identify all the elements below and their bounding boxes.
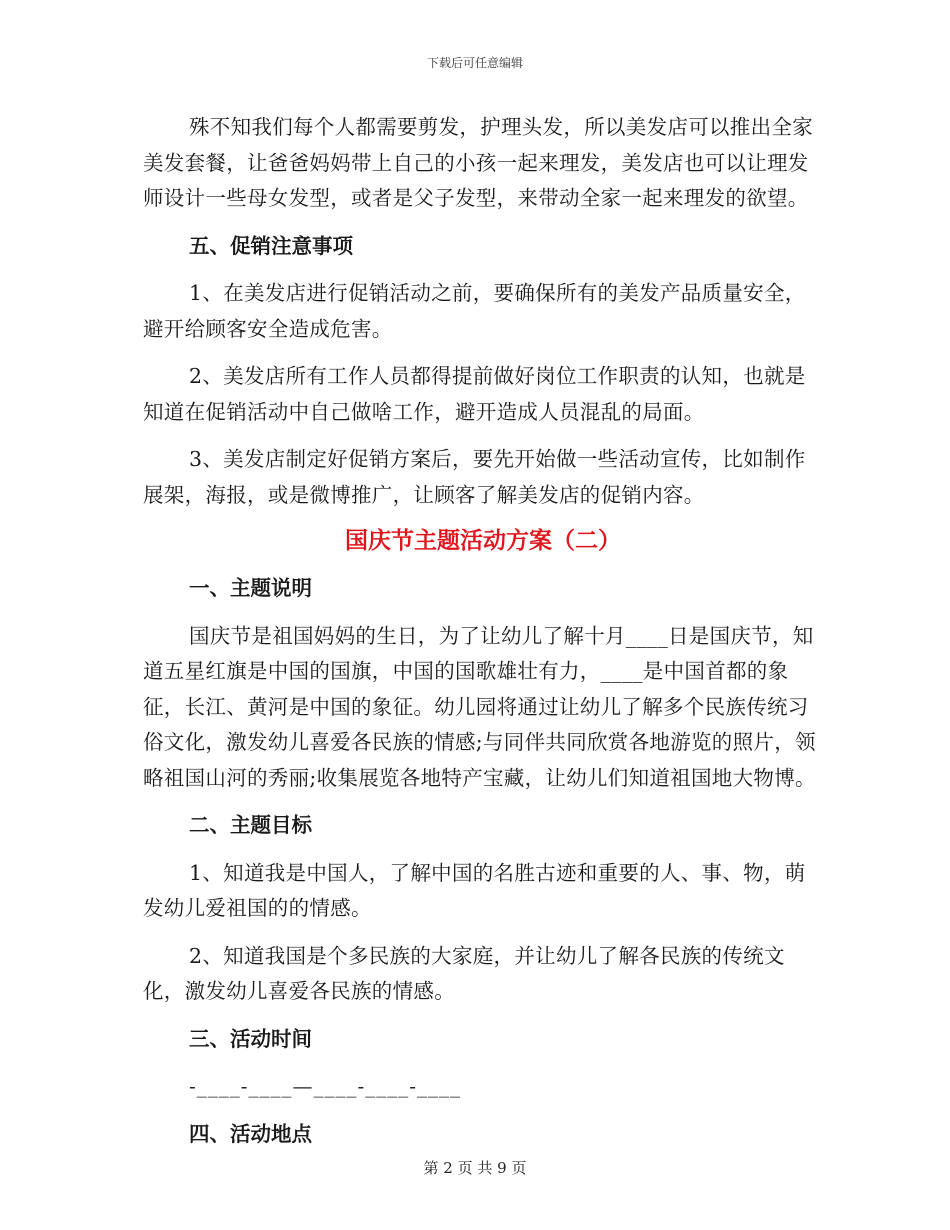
page-footer-number: 第 2 页 共 9 页 — [423, 1159, 527, 1177]
paragraph-family-package: 殊不知我们每个人都需要剪发，护理头发，所以美发店可以推出全家美发套餐，让爸爸妈妈带上自己的小孩一起来理发，美发店也可以让理发师设计一些母女发型，或者是父子发型，来带动全家一起来理发的欲望。 — [143, 115, 813, 210]
paragraph-note-3: 3、美发店制定好促销方案后，要先开始做一些活动宣传，比如制作展架，海报，或是微博推广，让顾客了解美发店的促销内容。 — [143, 447, 806, 507]
paragraph-note-1: 1、在美发店进行促销活动之前，要确保所有的美发产品质量安全，避开给顾客安全造成危害。 — [143, 281, 806, 341]
paragraph-goal-1: 1、知道我是中国人，了解中国的名胜古迹和重要的人、事、物，萌发幼儿爱祖国的的情感。 — [143, 860, 806, 920]
paragraph-goal-2: 2、知道我国是个多民族的大家庭，并让幼儿了解各民族的传统文化，激发幼儿喜爱各民族的情感。 — [143, 943, 785, 1003]
paragraph-theme-description: 国庆节是祖国妈妈的生日，为了让幼儿了解十月____日是国庆节，知道五星红旗是中国的国旗，中国的国歌雄壮有力，____是中国首都的象征，长江、黄河是中国的象征。幼儿园将通过让幼儿了解多个民族传统习俗文化，激发幼儿喜爱各民族的情感;与同伴共同欣赏各地游览的照片，领略祖国山河的秀丽;收集展览各地特产宝藏，让幼儿们知道祖国地大物博。 — [143, 623, 816, 790]
page-header-note: 下载后可任意编辑 — [426, 56, 523, 70]
heading-promo-notes: 五、促销注意事项 — [189, 233, 353, 258]
heading-activity-time: 三、活动时间 — [189, 1026, 312, 1051]
heading-theme-goals: 二、主题目标 — [189, 813, 312, 837]
heading-activity-location: 四、活动地点 — [189, 1121, 312, 1146]
heading-theme-description: 一、主题说明 — [189, 576, 312, 600]
document-body — [143, 110, 823, 1164]
paragraph-note-2: 2、美发店所有工作人员都得提前做好岗位工作职责的认知，也就是知道在促销活动中自己做啥工作，避开造成人员混乱的局面。 — [143, 364, 806, 424]
activity-time-blank: -____-____—____-____-____ — [189, 1074, 462, 1098]
section-title: 国庆节主题活动方案（二） — [345, 528, 621, 554]
